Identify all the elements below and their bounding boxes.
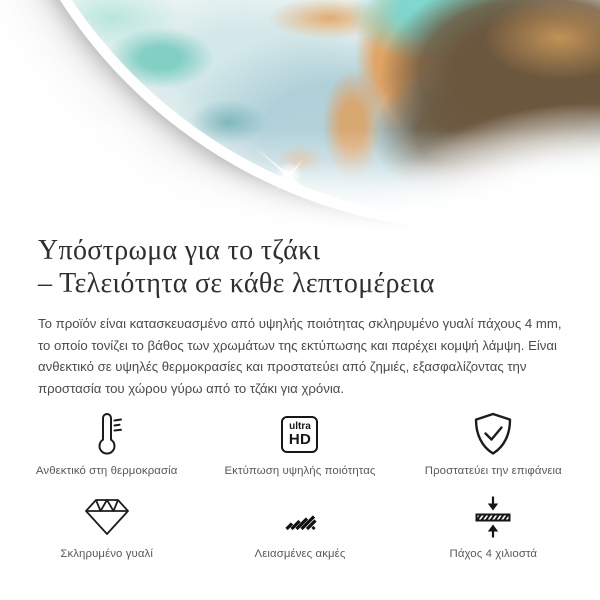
page-title-line1: Υπόστρωμα για το τζάκι: [38, 235, 321, 266]
thickness-icon: [473, 494, 513, 540]
feature-label: Προστατεύει την επιφάνεια: [424, 465, 562, 478]
feature-label: Σκληρυμένο γυαλί: [60, 548, 153, 561]
product-description-text: [38, 313, 564, 399]
ultra-hd-badge-icon: [281, 411, 318, 457]
polished-edges-icon: [280, 494, 320, 540]
feature-polished-edges: [203, 494, 396, 560]
description-line: Το προϊόν είναι κατασκευασμένο από υψηλής ποιότητας σκληρυμένο γυαλί πάχους 4 mm,: [38, 316, 562, 331]
feature-label: Εκτύπωση υψηλής ποιότητας: [224, 465, 376, 478]
ultra-hd-text-bottom: HD: [288, 430, 312, 448]
diamond-icon: [83, 494, 131, 540]
page-title: [38, 234, 564, 300]
feature-thickness: [397, 494, 590, 560]
feature-label: Πάχος 4 χιλιοστά: [449, 548, 538, 561]
feature-surface-protection: [397, 411, 590, 477]
product-description-section: [0, 234, 600, 399]
feature-print-quality: [203, 411, 396, 477]
feature-tempered-glass: [10, 494, 203, 560]
feature-label: Λειασμένες ακμές: [254, 548, 346, 561]
description-line: το οποίο τονίζει το βάθος των χρωμάτων της εκτύπωσης και παρέχει κομψή λάμψη. Είναι: [38, 337, 557, 353]
shield-check-icon: [470, 411, 516, 457]
thermometer-icon: [87, 411, 127, 457]
feature-label: Ανθεκτικό στη θερμοκρασία: [35, 465, 178, 478]
feature-heat-resistant: [10, 411, 203, 477]
description-line: ανθεκτικό σε υψηλές θερμοκρασίες και προστατεύει από ζημιές, εξασφαλίζοντας την: [38, 359, 527, 375]
ultra-hd-text-top: ultra: [289, 420, 311, 432]
product-hero-image: [0, 0, 600, 230]
page-title-line2: – Τελειότητα σε κάθε λεπτομέρεια: [38, 268, 435, 299]
description-line: προστασία του χώρου γύρω από το τζάκι για χρόνια.: [38, 380, 345, 396]
feature-grid: [0, 399, 600, 560]
